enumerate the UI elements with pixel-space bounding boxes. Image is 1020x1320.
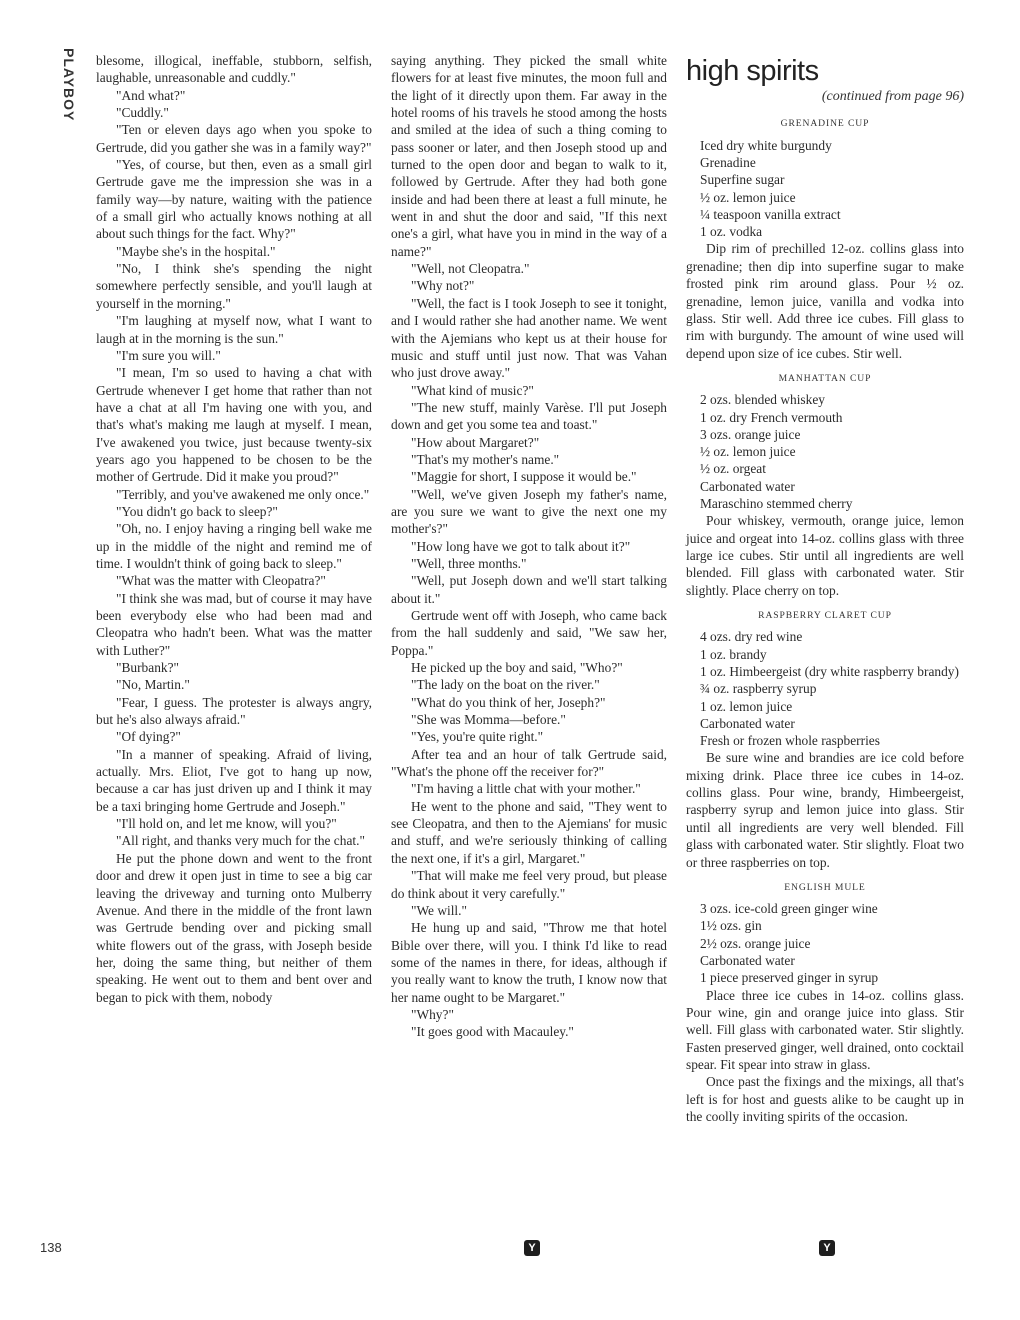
story-paragraph: "Cuddly." <box>116 105 169 121</box>
story-paragraph: "The new stuff, mainly Varèse. I'll put Joseph down and get you some tea and toast." <box>391 399 667 433</box>
story-paragraph: "I mean, I'm so used to having a chat with Gertrude whenever I get home that rather than not have a chat at all I'm having one with you, and that's what's making me laugh at myself. I mean, I've awakened you twice, just because twenty-six years ago you happened to be chosen to be the mother of Gertrude. Did it make you proud?" <box>96 365 372 485</box>
article-end-mark-icon <box>819 1240 835 1256</box>
story-paragraph: "It goes good with Macauley." <box>411 1024 574 1040</box>
story-paragraph: "And what?" <box>116 87 186 103</box>
story-paragraph: "Ten or eleven days ago when you spoke to Gertrude, did you gather she was in a family way?" <box>96 122 372 155</box>
recipe-ingredient: Superfine sugar <box>700 172 785 188</box>
story-paragraph: "Oh, no. I enjoy having a ringing bell wake me up in the middle of the night and remind me of time. I wouldn't think of going back to sleep." <box>96 521 372 571</box>
recipe-ingredient: 2 ozs. blended whiskey <box>700 392 825 408</box>
recipe-ingredient: Fresh or frozen whole raspberries <box>700 733 880 749</box>
story-paragraph: "Maggie for short, I suppose it would be." <box>411 469 637 485</box>
recipe <box>686 607 964 871</box>
recipe-ingredient: 1 oz. lemon juice <box>700 698 793 714</box>
story-paragraph: "No, Martin." <box>116 677 190 693</box>
story-paragraph: "Maybe she's in the hospital." <box>116 243 276 259</box>
story-paragraph: "What do you think of her, Joseph?" <box>411 694 606 710</box>
story-paragraph: He went to the phone and said, "They went to see Cleopatra, and then to the Ajemians' for music and stuff, and we're seriously thinking of calling the next one, if it's a girl, Margaret." <box>391 798 667 866</box>
story-paragraph: "Well, not Cleopatra." <box>411 261 530 277</box>
recipe-title: ENGLISH MULE <box>784 881 866 893</box>
story-paragraph: "I think she was mad, but of course it may have been everybody else who had been mad and Cleopatra who hadn't been. What was the matter with Luther?" <box>96 590 372 658</box>
recipe-ingredient: 2½ ozs. orange juice <box>700 935 811 951</box>
recipe-ingredient: Maraschino stemmed cherry <box>700 496 853 511</box>
story-paragraph: "Well, put Joseph down and we'll start talking about it." <box>391 573 667 606</box>
recipe-list <box>686 115 964 1073</box>
recipe-ingredient: ½ oz. orgeat <box>700 461 766 477</box>
story-paragraph: "Of dying?" <box>116 729 181 745</box>
story-paragraph: "What was the matter with Cleopatra?" <box>116 573 326 589</box>
story-paragraph: He put the phone down and went to the front door and drew it open just in time to see a big car leaving the driveway and turning onto Mulberry Avenue. And there in the middle of the front lawn was Gertrude bending over and picking small white flowers out of the grass, with Joseph beside her, doing the same thing, but neither of them speaking. He went out to them and bent over and began to pick with them, nobody <box>96 850 372 1005</box>
recipe-instructions: Dip rim of prechilled 12-oz. collins glass into grenadine; then dip into superfine sugar to make frosted pink rim around glass. Pour ½ oz. grenadine, lemon juice, vanilla and vodka into glass. Stir well. Add three ice cubes. Fill glass to rim with burgundy. The amount of wine used will depend upon size of ice cubes. Stir well. <box>686 241 964 361</box>
recipe <box>686 879 964 1074</box>
story-paragraph: blesome, illogical, ineffable, stubborn, selfish, laughable, unreasonable and cuddly." <box>96 53 372 86</box>
recipe-title: GRENADINE CUP <box>780 118 870 130</box>
story-paragraph: "What kind of music?" <box>411 382 534 398</box>
recipe-ingredient: 1½ ozs. gin <box>700 918 762 934</box>
recipe-ingredient: 3 ozs. ice-cold green ginger wine <box>700 901 878 917</box>
story-paragraph: "Fear, I guess. The protester is always angry, but he's also always afraid." <box>96 694 372 728</box>
recipe-ingredient: Carbonated water <box>700 715 795 731</box>
story-paragraph: "That's my mother's name." <box>411 451 560 467</box>
recipe-ingredient: ½ oz. lemon juice <box>700 444 796 460</box>
story-paragraph: "That will make me feel very proud, but please do think about it very carefully." <box>391 868 667 901</box>
recipe-instructions: Place three ice cubes in 14-oz. collins glass. Pour wine, gin and orange juice into glass. Stir well. Fill glass with carbonated water. Stir slightly. Fasten preserved ginger, well drained, onto cocktail spear. Fit spear into straw in glass. <box>686 987 964 1073</box>
recipe-instructions: Pour whiskey, vermouth, orange juice, lemon juice and orgeat into 14-oz. collins glass with three large ice cubes. Stir until all ingredients are well blended. Fill glass with carbonated water. Stir slightly. Place cherry on top. <box>686 513 964 598</box>
recipe-ingredient: 1 oz. vodka <box>700 224 763 240</box>
story-end-mark-icon <box>524 1240 540 1256</box>
story-paragraph: Gertrude went off with Joseph, who came back from the hall suddenly and said, "We saw her, Poppa." <box>391 608 667 658</box>
story-paragraph: "Well, we've given Joseph my father's name, are you sure we want to give the next one my mother's?" <box>391 486 667 537</box>
recipe-ingredient: 1 oz. Himbeergeist (dry white raspberry brandy) <box>700 663 959 679</box>
story-paragraph: "How long have we got to talk about it?" <box>411 538 631 554</box>
magazine-name-text: PLAYBOY <box>61 48 77 122</box>
story-paragraph: He hung up and said, "Throw me that hotel Bible over there, will you. I think I'd like to read some of the names in there, for ideas, although if you really want to know the truth, I know now that her name ought to be Margaret." <box>391 920 667 1005</box>
story-paragraph: "We will." <box>411 902 467 918</box>
recipe-ingredient: Iced dry white burgundy <box>700 137 832 153</box>
story-column-1 <box>96 52 372 1006</box>
story-paragraph: "I'm sure you will." <box>116 347 221 363</box>
story-paragraph: "Why not?" <box>411 278 475 294</box>
story-paragraph: "Well, the fact is I took Joseph to see it tonight, and I would rather she had another name. We went with the Ajemians who kept us at their house for music and stuff until just now. That was Vahan who just drove away." <box>391 295 667 381</box>
story-paragraph: "She was Momma—before." <box>411 712 566 728</box>
recipe-ingredient: ¼ teaspoon vanilla extract <box>700 206 841 222</box>
recipe-ingredient: 1 piece preserved ginger in syrup <box>700 970 879 986</box>
high-spirits-column <box>686 54 964 1125</box>
recipe-title: MANHATTAN CUP <box>778 372 872 384</box>
story-paragraph: "I'm laughing at myself now, what I want to laugh at in the morning is the sun." <box>96 313 372 346</box>
story-paragraph: "All right, and thanks very much for the chat." <box>116 833 365 849</box>
story-paragraph: After tea and an hour of talk Gertrude said, "What's the phone off the receiver for?" <box>391 746 667 780</box>
recipe-title: RASPBERRY CLARET CUP <box>758 610 892 622</box>
closing-paragraph: Once past the fixings and the mixings, all that's left is for host and guests alike to be caught up in the coolly inviting spirits of the occasion. <box>686 1074 964 1125</box>
continued-note: (continued from page 96) <box>821 89 964 104</box>
story-paragraph: "In a manner of speaking. Afraid of living, actually. Mrs. Eliot, I've got to hang up now, because a car has just driven up and I think it may be a taxi bringing home Gertrude and Joseph." <box>96 746 372 814</box>
recipe-ingredient: 1 oz. brandy <box>700 646 767 662</box>
recipe-ingredient: 3 ozs. orange juice <box>700 426 801 442</box>
recipe <box>686 370 964 599</box>
recipe-ingredient: 1 oz. dry French vermouth <box>700 409 843 425</box>
story-paragraph: "How about Margaret?" <box>411 434 540 450</box>
story-paragraph: "Terribly, and you've awakened me only once." <box>116 486 370 502</box>
magazine-name-vertical <box>55 48 85 208</box>
story-paragraph: He picked up the boy and said, "Who?" <box>411 660 623 676</box>
recipe-ingredient: ¾ oz. raspberry syrup <box>700 681 817 697</box>
story-paragraph: "Why?" <box>411 1006 454 1022</box>
recipe-ingredient: ½ oz. lemon juice <box>700 189 796 205</box>
recipe <box>686 115 964 362</box>
recipe-ingredient: 4 ozs. dry red wine <box>700 629 803 645</box>
story-paragraph: "No, I think she's spending the night somewhere perfectly sensible, and you'll laugh at yourself in the morning." <box>96 261 372 311</box>
story-paragraph: "Burbank?" <box>116 660 179 676</box>
recipe-ingredient: Carbonated water <box>700 953 795 969</box>
recipe-ingredient: Grenadine <box>700 154 756 170</box>
story-paragraph: "I'll hold on, and let me know, will you?" <box>116 816 337 832</box>
story-paragraph: "Well, three months." <box>411 555 527 571</box>
story-paragraph: "I'm having a little chat with your mother." <box>411 781 641 797</box>
story-paragraph: "The lady on the boat on the river." <box>411 677 600 693</box>
story-paragraph: "You didn't go back to sleep?" <box>116 503 278 519</box>
story-paragraph: saying anything. They picked the small white flowers for at least five minutes, the moon full and the light of it directly upon them. Far away in the hotel rooms of his travels he stood among the hosts and smiled at the idea of such a thing coming to pass sooner or later, and then Joseph stood up and turned to the open door and began to walk to it, followed by Gertrude. After they had both gone inside and had been there at least a full minute, he went in and shut the door and said, "If this next one's a girl, what have you in mind in the way of a name?" <box>391 53 667 259</box>
story-paragraph: "Yes, you're quite right." <box>411 729 544 745</box>
article-title: high spirits <box>686 55 819 87</box>
recipe-ingredient: Carbonated water <box>700 478 795 494</box>
story-column-2 <box>391 52 667 1041</box>
story-paragraph: "Yes, of course, but then, even as a small girl Gertrude gave me the impression she was in a family way—by nature, waiting with the patience of a small girl who actually knows nothing at all about such things for the fact. Why?" <box>96 157 372 242</box>
recipe-instructions: Be sure wine and brandies are ice cold before mixing drink. Place three ice cubes in 14-oz. collins glass. Pour wine, brandy, Himbeergeist, raspberry syrup and lemon juice into glass. Stir until all ingredients are very well blended. Fill glass with carbonated water. Stir slightly. Float two or three raspberries on top. <box>686 750 964 870</box>
page-number: 138 <box>40 1240 62 1255</box>
